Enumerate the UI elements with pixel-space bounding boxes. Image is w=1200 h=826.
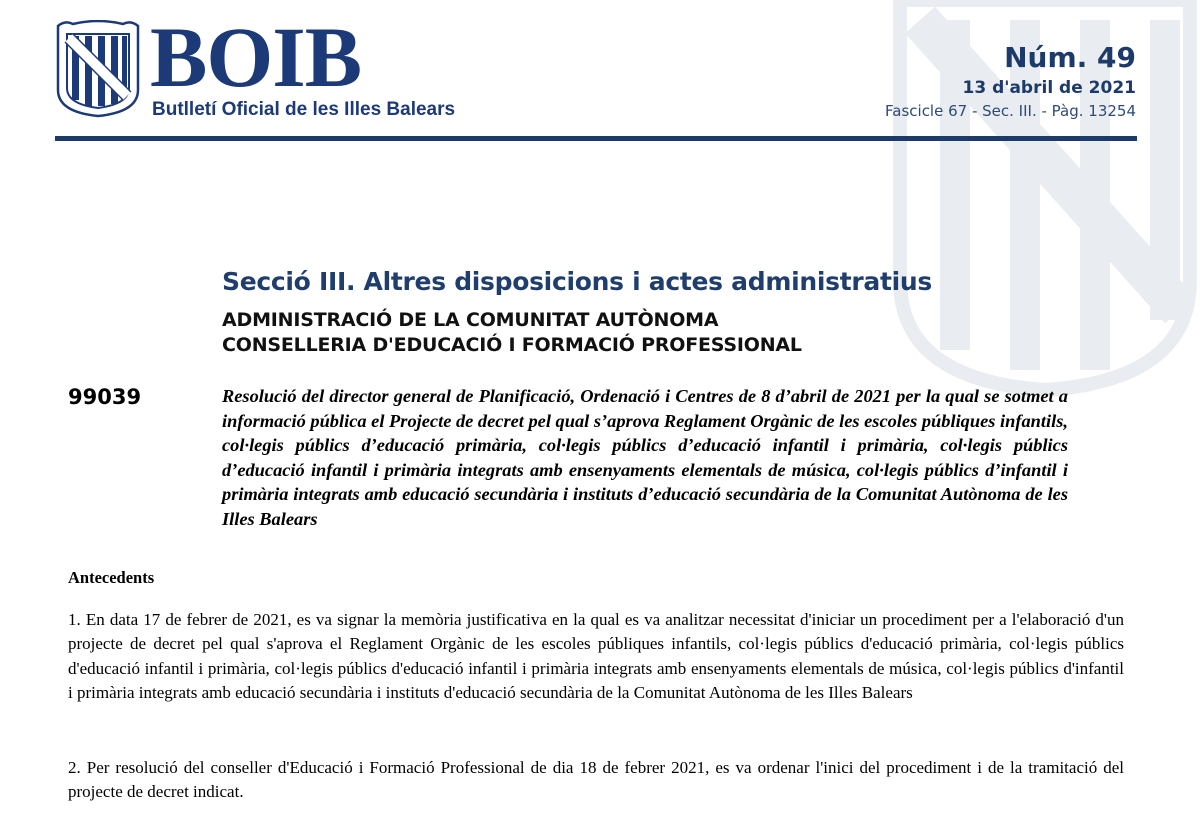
antecedents-heading: Antecedents xyxy=(68,568,155,587)
header-rule xyxy=(55,136,1137,141)
coat-of-arms-logo xyxy=(55,20,141,118)
organization-line-1: ADMINISTRACIÓ DE LA COMUNITAT AUTÒNOMA xyxy=(222,309,719,331)
paragraph-2: 2. Per resolució del conseller d'Educació i Formació Professional de dia 18 de febrer 2021, es va ordenar l'inici del procediment i de la tramitació del projecte de decret indicat. xyxy=(68,758,1124,802)
issue-info xyxy=(885,40,1136,122)
boib-logo-text: BOIB xyxy=(150,9,362,105)
fascicle-info: Fascicle 67 - Sec. III. - Pàg. 13254 xyxy=(885,102,1136,120)
publication-subtitle: Butlletí Oficial de les Illes Balears xyxy=(152,99,456,120)
document-title: Resolució del director general de Planificació, Ordenació i Centres de 8 d’abril de 2021 per la qual se sotmet a informació pública el Projecte de decret pel qual s’aprova Reglament Orgànic de les escoles públiques infantils, col·legis públics d’educació primària, col·legis públics d’educació infantil i primària, col·legis públics d’educació infantil i primària integrats amb ensenyaments elementals de música, col·legis públics d’infantil i primària integrats amb educació secundària i instituts d’educació secundària de la Comunitat Autònoma de les Illes Balears xyxy=(222,386,1068,529)
document-number: 99039 xyxy=(68,385,142,409)
section-title: Secció III. Altres disposicions i actes administratius xyxy=(222,267,932,296)
issue-number: Núm. 49 xyxy=(1004,41,1136,74)
paragraph-1: 1. En data 17 de febrer de 2021, es va signar la memòria justificativa en la qual es va analitzar necessitat d'iniciar un procediment per a l'elaboració d'un projecte de decret pel qual s'aprova el Reglament Orgànic de les escoles públiques infantils, col·legis públics d'educació primària, col·legis públics d'educació infantil i primària, col·legis públics d'educació infantil i primària integrats amb ensenyaments elementals de música, col·legis públics d'infantil i primària integrats amb educació secundària i instituts d'educació secundària de la Comunitat Autònoma de les Illes Balears xyxy=(68,610,1124,702)
issue-date: 13 d'abril de 2021 xyxy=(962,78,1136,98)
organization-line-2: CONSELLERIA D'EDUCACIÓ I FORMACIÓ PROFESSIONAL xyxy=(222,334,802,356)
